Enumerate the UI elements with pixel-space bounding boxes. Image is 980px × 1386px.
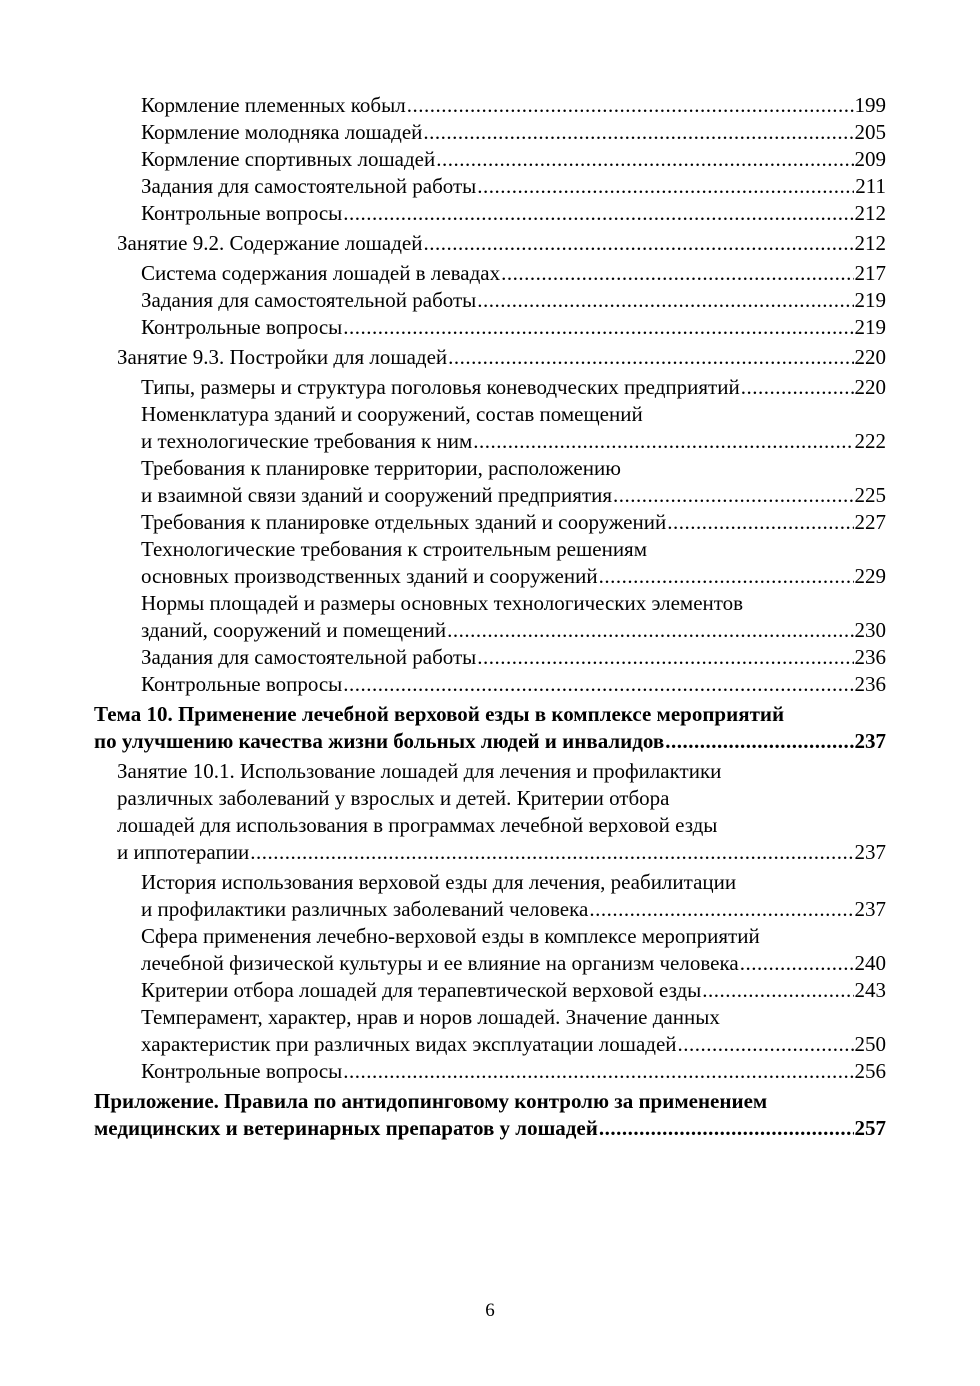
toc-entry-title: Занятие 9.2. Содержание лошадей [117, 231, 423, 255]
dot-leader [702, 977, 853, 1004]
dot-leader [477, 644, 853, 671]
toc-entry-line [117, 344, 886, 371]
toc-page-number: 211 [855, 174, 886, 198]
toc-page-number: 219 [854, 315, 886, 339]
toc-page-number: 237 [854, 729, 886, 753]
toc-entry[interactable] [94, 230, 886, 257]
toc-entry-title: лошадей для использования в программах лечебной верховой езды [117, 813, 718, 837]
toc-entry-title: Технологические требования к строительным решениям [141, 537, 648, 561]
toc-entry-line [94, 1115, 886, 1142]
toc-entry-title: Контрольные вопросы [141, 1059, 343, 1083]
toc-entry-title: зданий, сооружений и помещений [141, 618, 447, 642]
toc-entry-line [141, 287, 886, 314]
toc-entry-title: Сфера применения лечебно-верховой езды в комплексе мероприятий [141, 924, 760, 948]
toc-page-number: 237 [854, 840, 886, 864]
dot-leader [448, 344, 853, 371]
toc-entry[interactable] [94, 536, 886, 590]
toc-entry[interactable] [94, 701, 886, 755]
dot-leader [343, 1058, 853, 1085]
toc-entry-title: Приложение. Правила по антидопинговому контролю за применением [94, 1089, 768, 1113]
toc-page-number: 229 [854, 564, 886, 588]
toc-entry-title: и иппотерапии [117, 840, 250, 864]
toc-page-number: 219 [854, 288, 886, 312]
toc-entry[interactable] [94, 644, 886, 671]
toc-entry[interactable] [94, 260, 886, 287]
toc-entry[interactable] [94, 173, 886, 200]
toc-entry-title: характеристик при различных видах эксплуатации лошадей [141, 1032, 677, 1056]
dot-leader [740, 950, 854, 977]
toc-entry[interactable] [94, 977, 886, 1004]
toc-entry-line [141, 374, 886, 401]
toc-entry-title: и профилактики различных заболеваний человека [141, 897, 589, 921]
toc-entry-line [117, 230, 886, 257]
dot-leader [741, 374, 854, 401]
toc-entry-line [141, 260, 886, 287]
dot-leader [423, 119, 853, 146]
toc-entry[interactable] [94, 314, 886, 341]
dot-leader [407, 92, 854, 119]
toc-entry-title: Кормление молодняка лошадей [141, 120, 423, 144]
toc-entry[interactable] [94, 671, 886, 698]
toc-entry-title: Типы, размеры и структура поголовья коневодческих предприятий [141, 375, 740, 399]
toc-entry[interactable] [94, 509, 886, 536]
dot-leader [665, 728, 853, 755]
dot-leader [473, 428, 853, 455]
toc-entry[interactable] [94, 758, 886, 866]
dot-leader [250, 839, 853, 866]
toc-entry-line [94, 701, 886, 728]
toc-page-number: 205 [854, 120, 886, 144]
toc-entry-title: Контрольные вопросы [141, 672, 343, 696]
toc-entry-line [141, 869, 886, 896]
toc-entry[interactable] [94, 146, 886, 173]
toc-entry-line [141, 455, 886, 482]
toc-entry-title: Занятие 9.3. Постройки для лошадей [117, 345, 448, 369]
toc-entry-title: Задания для самостоятельной работы [141, 174, 477, 198]
toc-entry-line [117, 758, 886, 785]
toc-entry-line [141, 671, 886, 698]
toc-entry-title: Система содержания лошадей в левадах [141, 261, 501, 285]
toc-page-number: 209 [854, 147, 886, 171]
toc-page-number: 236 [854, 672, 886, 696]
page-number: 6 [485, 1300, 495, 1321]
toc-entry-line [141, 644, 886, 671]
toc-page-number: 243 [854, 978, 886, 1002]
toc-page-number: 256 [854, 1059, 886, 1083]
dot-leader [343, 200, 853, 227]
toc-entry[interactable] [94, 923, 886, 977]
dot-leader [613, 482, 853, 509]
toc-entry-title: История использования верховой езды для лечения, реабилитации [141, 870, 737, 894]
toc-entry-title: медицинских и ветеринарных препаратов у лошадей [94, 1116, 598, 1140]
toc-entry-title: Контрольные вопросы [141, 315, 343, 339]
toc-entry-title: различных заболеваний у взрослых и детей. Критерии отбора [117, 786, 670, 810]
toc-page-number: 217 [854, 261, 886, 285]
toc-entry-title: Занятие 10.1. Использование лошадей для лечения и профилактики [117, 759, 722, 783]
toc-entry[interactable] [94, 344, 886, 371]
toc-entry-title: Нормы площадей и размеры основных технологических элементов [141, 591, 744, 615]
toc-entry-line [141, 509, 886, 536]
dot-leader [589, 896, 853, 923]
toc-entry-line [117, 839, 886, 866]
toc-entry-title: Номенклатура зданий и сооружений, состав помещений [141, 402, 643, 426]
toc-entry[interactable] [94, 200, 886, 227]
toc-entry-line [141, 146, 886, 173]
toc-entry-title: Требования к планировке территории, расположению [141, 456, 621, 480]
toc-entry-title: Контрольные вопросы [141, 201, 343, 225]
toc-entry[interactable] [94, 374, 886, 401]
toc-entry-title: Кормление племенных кобыл [141, 93, 406, 117]
toc-page-number: 222 [854, 429, 886, 453]
toc-page-number: 212 [854, 201, 886, 225]
toc-entry-line [141, 1031, 886, 1058]
toc-entry-line [141, 1004, 886, 1031]
dot-leader [436, 146, 853, 173]
dot-leader [343, 314, 853, 341]
toc-entry[interactable] [94, 590, 886, 644]
toc-entry-title: Темперамент, характер, нрав и норов лошадей. Значение данных [141, 1005, 720, 1029]
dot-leader [423, 230, 853, 257]
toc-entry-line [141, 119, 886, 146]
toc-entry[interactable] [94, 455, 886, 509]
toc-entry[interactable] [94, 401, 886, 455]
toc-entry-line [141, 950, 886, 977]
toc-entry-title: Требования к планировке отдельных зданий и сооружений [141, 510, 667, 534]
dot-leader [343, 671, 853, 698]
toc-entry-line [141, 617, 886, 644]
table-of-contents [94, 92, 886, 1142]
toc-entry-line [94, 728, 886, 755]
toc-entry-line [117, 785, 886, 812]
toc-entry-title: основных производственных зданий и сооружений [141, 564, 598, 588]
toc-entry-title: Задания для самостоятельной работы [141, 645, 477, 669]
dot-leader [477, 173, 854, 200]
toc-entry-line [141, 923, 886, 950]
toc-entry-line [141, 314, 886, 341]
toc-page-number: 250 [854, 1032, 886, 1056]
toc-entry-title: по улучшению качества жизни больных людей и инвалидов [94, 729, 665, 753]
toc-entry-title: Кормление спортивных лошадей [141, 147, 436, 171]
toc-entry[interactable] [94, 869, 886, 923]
dot-leader [667, 509, 853, 536]
toc-entry-line [141, 428, 886, 455]
toc-page-number: 237 [854, 897, 886, 921]
toc-entry-line [141, 563, 886, 590]
toc-entry-line [141, 482, 886, 509]
toc-entry-line [141, 896, 886, 923]
toc-entry-line [141, 200, 886, 227]
toc-entry[interactable] [94, 119, 886, 146]
dot-leader [678, 1031, 854, 1058]
toc-entry[interactable] [94, 1058, 886, 1085]
toc-page-number: 220 [854, 345, 886, 369]
toc-page-number: 227 [854, 510, 886, 534]
dot-leader [477, 287, 853, 314]
toc-entry-line [141, 1058, 886, 1085]
toc-entry-title: и технологические требования к ним [141, 429, 473, 453]
toc-entry[interactable] [94, 287, 886, 314]
toc-entry[interactable] [94, 92, 886, 119]
toc-entry-line [94, 1088, 886, 1115]
toc-page-number: 230 [854, 618, 886, 642]
toc-entry[interactable] [94, 1088, 886, 1142]
toc-entry-line [141, 401, 886, 428]
toc-entry-line [117, 812, 886, 839]
toc-entry-line [141, 92, 886, 119]
toc-page-number: 240 [854, 951, 886, 975]
toc-page-number: 212 [854, 231, 886, 255]
toc-entry-title: Задания для самостоятельной работы [141, 288, 477, 312]
dot-leader [599, 1115, 854, 1142]
dot-leader [599, 563, 854, 590]
toc-entry-title: и взаимной связи зданий и сооружений предприятия [141, 483, 613, 507]
toc-page-number: 257 [854, 1116, 886, 1140]
dot-leader [501, 260, 853, 287]
toc-entry-title: лечебной физической культуры и ее влияние на организм человека [141, 951, 739, 975]
toc-entry-line [141, 536, 886, 563]
toc-page-number: 236 [854, 645, 886, 669]
toc-entry[interactable] [94, 1004, 886, 1058]
toc-entry-line [141, 977, 886, 1004]
toc-entry-title: Критерии отбора лошадей для терапевтической верховой езды [141, 978, 702, 1002]
toc-page-number: 225 [854, 483, 886, 507]
toc-page-number: 220 [854, 375, 886, 399]
toc-entry-line [141, 173, 886, 200]
toc-entry-title: Тема 10. Применение лечебной верховой езды в комплексе мероприятий [94, 702, 785, 726]
toc-entry-line [141, 590, 886, 617]
dot-leader [447, 617, 853, 644]
toc-page-number: 199 [854, 93, 886, 117]
